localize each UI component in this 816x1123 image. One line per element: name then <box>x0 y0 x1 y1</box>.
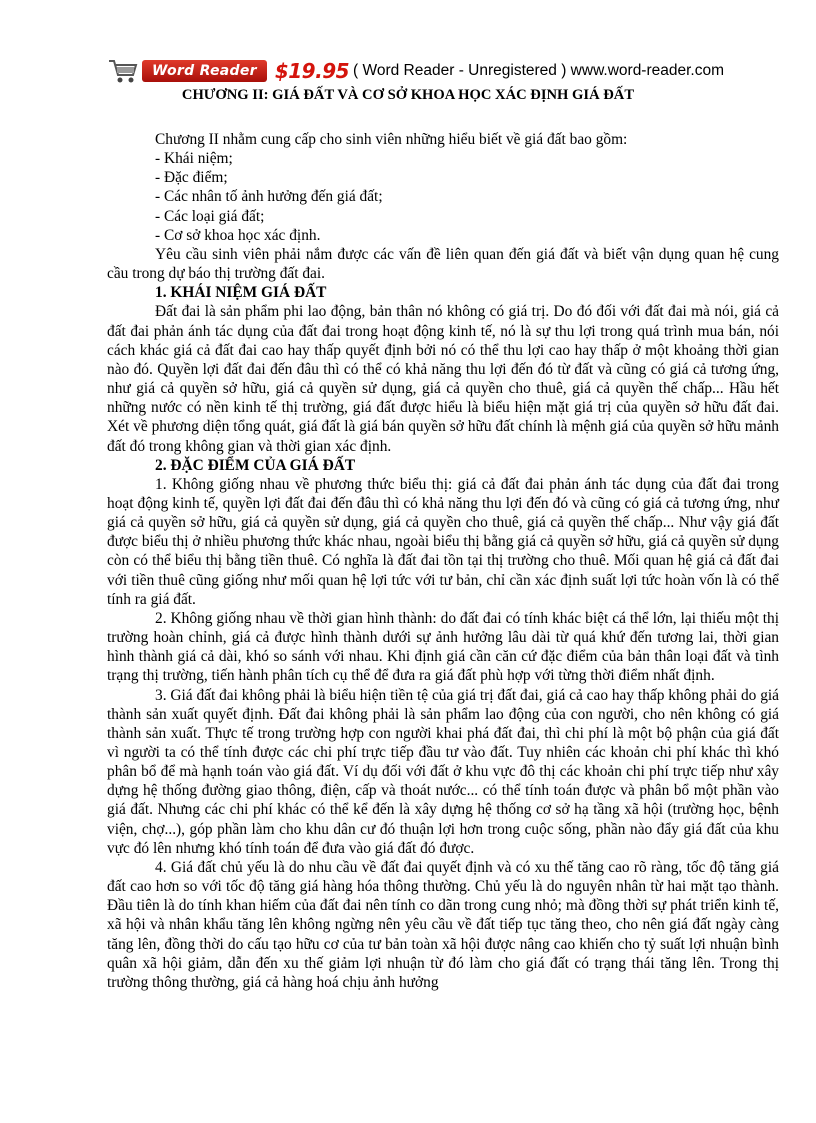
section1-paragraph: Đất đai là sản phẩm phi lao động, bản thân nó không có giá trị. Do đó đối với đất đai mà nói, giá cả đất đai phản ánh tác dụng của đất đai trong hoạt động kinh tế, nó là sự thu lợi trong quá trình mua bán, nói cách khác giá cả đất đai cao hay thấp quyết định bởi nó có thể thu lợi cao hay thấp ở một khoảng thời gian nào đó. Quyền lợi đất đai đến đâu thì có thể có khả năng thu lợi đến đó từ đất và cũng có giá cả tương ứng, như giá cả quyền sở hữu, giá cả quyền sử dụng, giá cả quyền cho thuê, giá cả quyền thế chấp... Hầu hết những nước có nền kinh tế thị trường, giá đất được hiểu là biểu hiện mặt giá trị của quyền sở hữu đất đai. Xét về phương diện tổng quát, giá đất là giá bán quyền sở hữu đất chính là mệnh giá của quyền sở hữu mảnh đất đó trong không gian và thời gian xác định. <box>107 303 779 455</box>
list-item: - Đặc điểm; <box>155 169 228 187</box>
price-tag: $19.95 <box>274 59 350 83</box>
list-item: - Các loại giá đất; <box>155 207 265 225</box>
document-body <box>107 130 779 992</box>
requirement-paragraph: Yêu cầu sinh viên phải nắm được các vấn đề liên quan đến giá đất và biết vận dụng quan hệ cung cầu trong dự báo thị trường đất đai. <box>107 245 779 283</box>
section-heading: 1. KHÁI NIỆM GIÁ ĐẤT <box>155 284 327 302</box>
list-item: - Khái niệm; <box>155 150 233 168</box>
section2-paragraph-2: 2. Không giống nhau về thời gian hình thành: do đất đai có tính khác biệt cá thể lớn, lại thiếu một thị trường hoàn chỉnh, giá cả được hình thành dưới sự ảnh hưởng lâu dài từ quá khứ đến tương lai, thời gian hình thành giá cả dài, khó so sánh với nhau. Khi định giá cần căn cứ đặc điểm của bản thân loại đất và tình trạng thị trường, tiến hành phân tích cụ thể để đưa ra giá đất phù hợp với từng thời điểm nhất định. <box>107 609 779 685</box>
word-reader-logo: Word Reader <box>142 60 267 82</box>
shopping-cart-icon <box>108 58 138 84</box>
list-item: - Các nhân tố ảnh hưởng đến giá đất; <box>155 188 383 206</box>
chapter-title: CHƯƠNG II: GIÁ ĐẤT VÀ CƠ SỞ KHOA HỌC XÁC ĐỊNH GIÁ ĐẤT <box>181 87 635 103</box>
section-heading: 2. ĐẶC ĐIỂM CỦA GIÁ ĐẤT <box>155 456 356 474</box>
section2-paragraph-1: 1. Không giống nhau về phương thức biểu thị: giá cả đất đai phản ánh tác dụng của đất đai trong hoạt động kinh tế, quyền lợi đất đai đến đâu thì có khả năng thu lợi đến đó và cũng có giá cả tương ứng, như giá cả quyền sở hữu, giá cả quyền sử dụng, giá cả quyền cho thuê, giá cả quyền thế chấp... Như vậy giá đất được biểu thị ở nhiều phương thức khác nhau, ngoài biểu thị bằng giá cả quyền sở hữu, giá cả quyền sử dụng còn có thể biểu thị bằng tiền thuê. Có nghĩa là đất đai tồn tại thị trường cho thuê. Mối quan hệ giá cả đất đai với tiền thuê cũng giống như mối quan hệ lợi tức với tư bản, chỉ cần xác định suất lợi tức hoàn vốn là có thể tính ra giá đất. <box>107 475 779 608</box>
intro-paragraph: Chương II nhằm cung cấp cho sinh viên những hiểu biết về giá đất bao gồm: <box>155 131 628 148</box>
unregistered-notice: ( Word Reader - Unregistered ) www.word-reader.com <box>353 62 725 79</box>
section2-paragraph-3: 3. Giá đất đai không phải là biểu hiện tiền tệ của giá trị đất đai, giá cả cao hay thấp không phải do giá thành sản xuất quyết định. Đất đai không phải là sản phẩm lao động của con người, cho nên không có giá thành sản xuất. Thực tế trong trường hợp con người khai phá đất đai, thì chi phí là một bộ phận của giá đất vì người ta có thể tính được các chi phí trực tiếp đầu tư vào đất. Tuy nhiên các khoản chi phí khác thì khó phân bổ để mà hạnh toán vào giá đất. Ví dụ đối với đất ở khu vực đô thị các khoản chi phí trực tiếp như xây dựng hệ thống đường giao thông, điện, cấp và thoát nước... có thể tính toán được và phân bổ một phần vào giá đất. Nhưng các chi phí khác có thể kể đến là xây dựng hệ thống cơ sở hạ tầng xã hội (trường học, bệnh viện, chợ...), góp phần làm cho khu dân cư đó thuận lợi hơn trong cuộc sống, phần nào đẩy giá đất của khu vực đó lên nhưng khó tính toán để đưa vào giá đất đó được. <box>107 686 779 857</box>
watermark-banner[interactable] <box>108 56 724 86</box>
list-item: - Cơ sở khoa học xác định. <box>155 226 321 244</box>
section2-paragraph-4: 4. Giá đất chủ yếu là do nhu cầu về đất đai quyết định và có xu thế tăng cao rõ ràng, tốc độ tăng giá đất cao hơn so với tốc độ tăng giá hàng hóa thông thường. Chủ yếu là do nguyên nhân từ hai mặt tạo thành. Đầu tiên là do tính khan hiếm của đất đai nên tính co dãn trong cung nhỏ; mà đồng thời sự phát triển kinh tế, xã hội và nhân khẩu tăng lên không ngừng nên yêu cầu về đất tiếp tục tăng theo, cho nên giá đất ngày càng tăng lên, đồng thời do cấu tạo hữu cơ của tư bản toàn xã hội được nâng cao khiến cho tỷ suất lợi nhuận bình quân xã hội giảm, dẫn đến xu thế giảm lợi nhuận từ đó làm cho giá đất có trạng thái tăng lên. Trong thị trường thông thường, giá cả hàng hoá chịu ảnh hưởng <box>107 858 779 991</box>
